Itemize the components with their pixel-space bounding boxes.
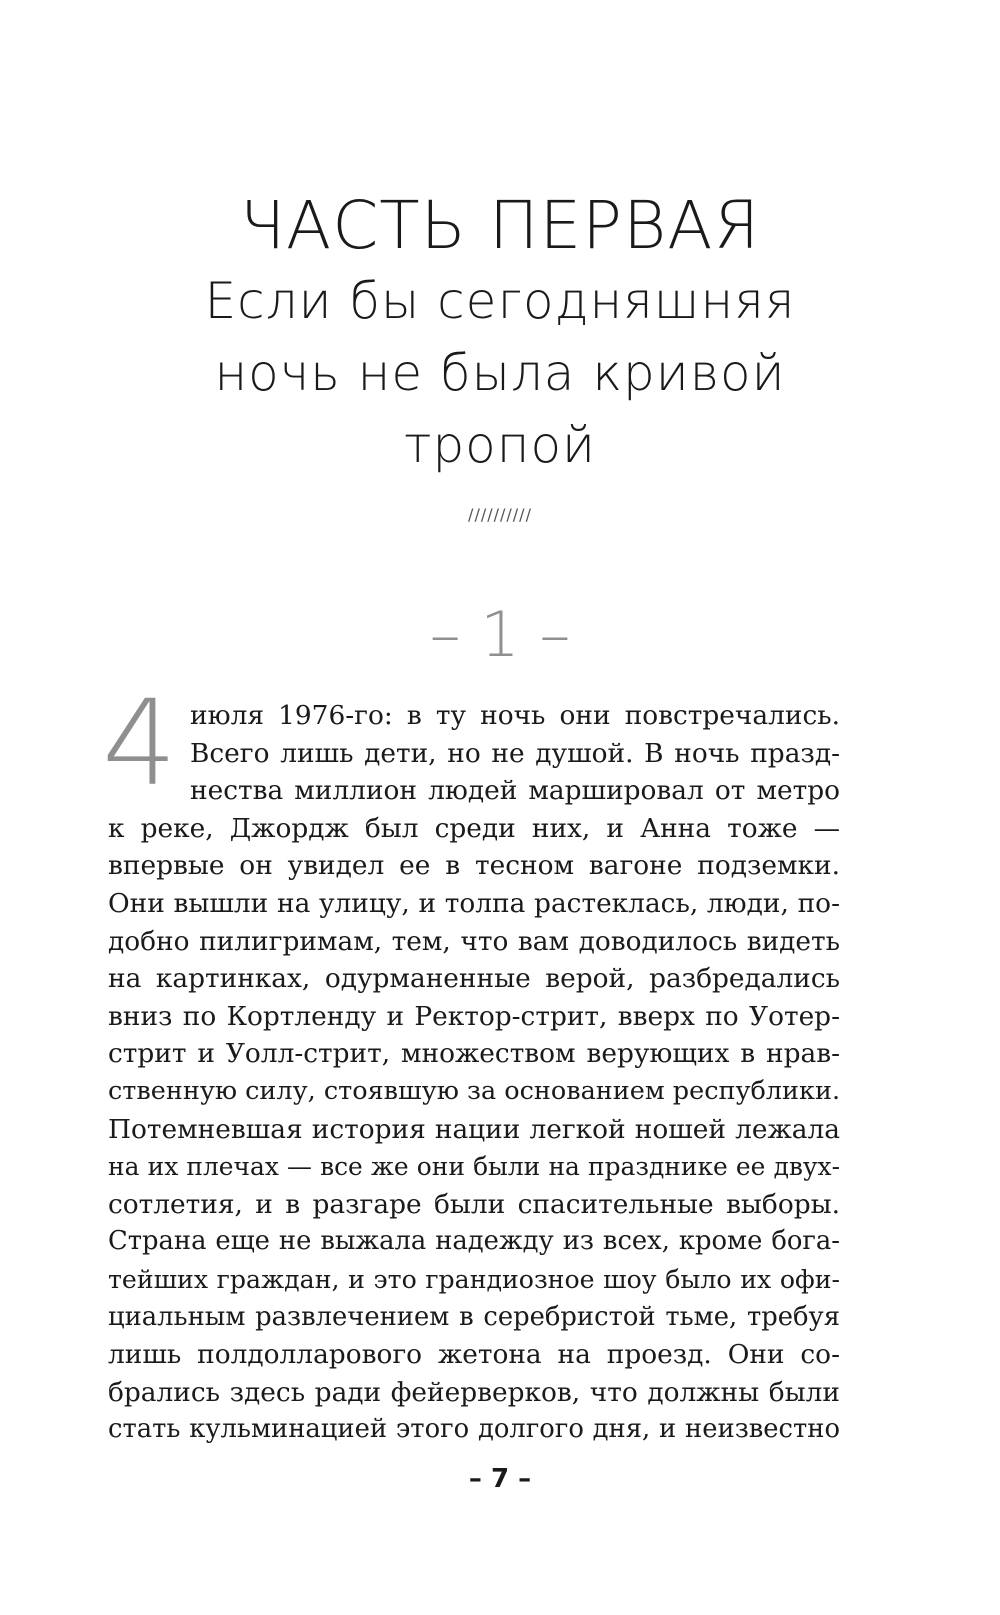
body-line: лишь полдолларового жетона на проезд. Они со-: [108, 1339, 840, 1371]
part-title: [0, 265, 1000, 481]
body-line: Они вышли на улицу, и толпа растеклась, люди, по-: [108, 887, 840, 919]
body-line: Потемневшая история нации легкой ношей лежала: [108, 1113, 840, 1145]
body-line: ственную силу, стоявшую за основанием республики.: [108, 1075, 840, 1106]
body-line: Страна еще не выжала надежду из всех, кроме бога-: [108, 1226, 840, 1257]
body-line: вниз по Кортленду и Ректор-стрит, вверх по Уотер-: [108, 1000, 840, 1032]
part-title-line: тропой: [404, 416, 596, 474]
chapter-number: – 1 –: [429, 598, 571, 671]
body-line: на их плечах — все же они были на празднике ее двух-: [108, 1152, 840, 1182]
body-line: стать кульминацией этого долгого дня, и неизвестно: [108, 1414, 840, 1445]
part-title-line: ночь не была кривой: [214, 344, 786, 402]
body-line: к реке, Джордж был среди них, и Анна тоже —: [108, 812, 840, 844]
body-line: циальным развлечением в серебристой тьме, требуя: [108, 1301, 840, 1332]
body-line: Всего лишь дети, но не душой. В ночь празд-: [190, 737, 840, 769]
body-line: нества миллион людей маршировал от метро: [190, 775, 840, 807]
body-line: тейших граждан, и это грандиозное шоу было их офи-: [108, 1264, 840, 1294]
part-label: ЧАСТЬ ПЕРВАЯ: [239, 187, 761, 264]
body-line: июля 1976-го: в ту ночь они повстречались.: [190, 700, 840, 731]
drop-cap: 4: [102, 674, 178, 812]
body-line: стрит и Уолл-стрит, множеством верующих в нрав-: [108, 1038, 840, 1070]
body-line: впервые он увидел ее в тесном вагоне подземки.: [108, 850, 840, 882]
ornament-divider: //////////: [468, 505, 532, 524]
body-text: [108, 697, 840, 1449]
page-number: – 7 –: [468, 1464, 532, 1494]
body-line: брались здесь ради фейерверков, что должны были: [108, 1376, 840, 1408]
body-line: сотлетия, и в разгаре были спасительные выборы.: [108, 1188, 840, 1220]
body-line: на картинках, одурманенные верой, разбредались: [108, 963, 840, 995]
body-line: добно пилигримам, тем, что вам доводилось видеть: [108, 925, 840, 957]
part-title-line: Если бы сегодняшняя: [204, 272, 796, 330]
